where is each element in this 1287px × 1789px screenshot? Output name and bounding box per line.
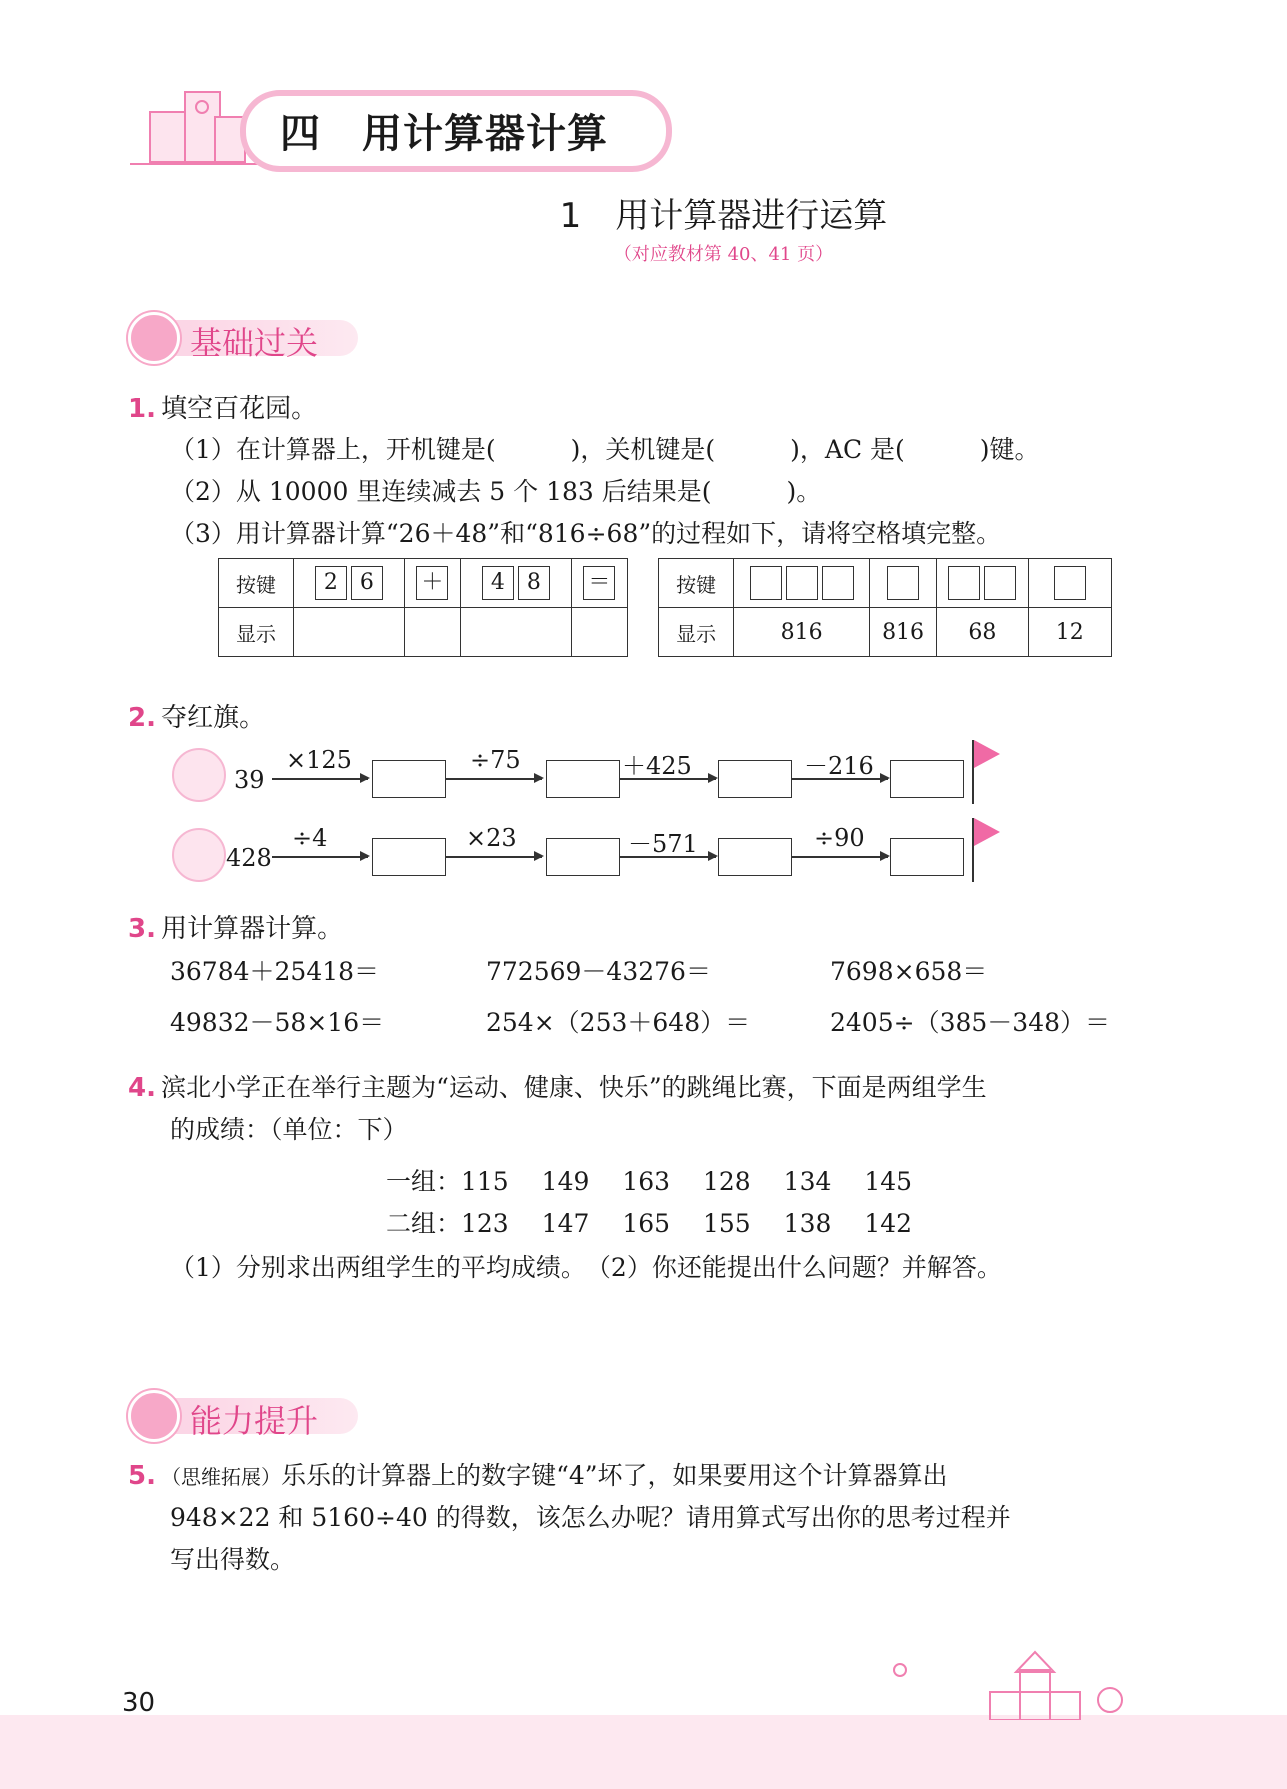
key-answer-cell	[937, 559, 1028, 608]
key-cell	[404, 559, 460, 608]
display-value: 68	[937, 608, 1028, 657]
calc-item: 7698×658＝	[830, 957, 988, 986]
arrow-icon	[792, 856, 888, 858]
key-answer-blank[interactable]	[1054, 566, 1086, 600]
red-flag-icon	[974, 818, 1000, 846]
display-answer-blank[interactable]	[571, 608, 627, 657]
key-answer-cell	[869, 559, 936, 608]
display-value: 816	[869, 608, 936, 657]
calc-item: 2405÷（385－348）＝	[830, 1008, 1111, 1037]
display-value: 12	[1028, 608, 1111, 657]
display-answer-blank[interactable]	[460, 608, 571, 657]
chain-1-op-2: ÷75	[470, 746, 521, 774]
key-6: 6	[351, 566, 383, 600]
group-2-scores: 二组：123 147 165 155 138 142	[386, 1209, 913, 1238]
key-answer-cell	[734, 559, 870, 608]
thinking-tag: （思维拓展）	[161, 1465, 282, 1489]
chain-2-op-1: ÷4	[292, 824, 328, 852]
red-flag-icon	[974, 740, 1000, 768]
mascot-icon	[128, 312, 180, 364]
calc-item: 254×（253＋648）＝	[486, 1008, 751, 1037]
section-basic-label: 基础过关	[190, 324, 319, 362]
kitten-icon	[172, 828, 226, 882]
calc-item: 36784＋25418＝	[170, 957, 380, 986]
castle-illustration-icon	[880, 1650, 1170, 1720]
answer-box[interactable]	[372, 838, 446, 876]
q4-subquestions: （1）分别求出两组学生的平均成绩。 （2）你还能提出什么问题？并解答。	[170, 1253, 1002, 1282]
answer-box[interactable]	[546, 760, 620, 798]
answer-box[interactable]	[890, 838, 964, 876]
display-answer-blank[interactable]	[404, 608, 460, 657]
question-1-heading	[128, 388, 317, 425]
question-number: 3.	[128, 914, 156, 944]
arrow-icon	[446, 778, 542, 780]
question-4	[128, 1068, 987, 1104]
section-advanced-label: 能力提升	[190, 1402, 319, 1440]
key-answer-blank[interactable]	[948, 566, 980, 600]
chapter-banner	[130, 82, 670, 172]
key-answer-blank[interactable]	[822, 566, 854, 600]
chain-1-op-1: ×125	[286, 746, 352, 774]
question-number: 5.	[128, 1461, 156, 1491]
answer-box[interactable]	[718, 760, 792, 798]
question-3-heading	[128, 908, 343, 945]
chapter-title: 四 用计算器计算	[280, 111, 608, 157]
chain-2-start: 428	[226, 844, 272, 872]
row-label-display: 显示	[659, 608, 734, 657]
q4-line-2: 的成绩：（单位：下）	[170, 1115, 408, 1144]
chain-1-start: 39	[234, 766, 265, 794]
key-table-1	[218, 558, 628, 657]
key-cell	[571, 559, 627, 608]
display-answer-blank[interactable]	[294, 608, 405, 657]
group-1-scores: 一组：115 149 163 128 134 145	[386, 1167, 913, 1196]
footer-band	[0, 1715, 1287, 1789]
question-number: 1.	[128, 394, 156, 424]
lesson-title: 1 用计算器进行运算	[559, 196, 888, 236]
key-4: 4	[482, 566, 514, 600]
key-answer-blank[interactable]	[750, 566, 782, 600]
key-answer-blank[interactable]	[786, 566, 818, 600]
calc-item: 772569－43276＝	[486, 957, 711, 986]
key-2: 2	[315, 566, 347, 600]
question-title: 用计算器计算。	[161, 914, 344, 944]
chain-2-op-3: －571	[628, 830, 698, 858]
q4-line-1: 滨北小学正在举行主题为“运动、健康、快乐”的跳绳比赛，下面是两组学生	[161, 1073, 987, 1102]
key-answer-blank[interactable]	[984, 566, 1016, 600]
row-label-keys: 按键	[219, 559, 294, 608]
chain-1-op-4: －216	[804, 752, 874, 780]
q1-line-2: （2）从 10000 里连续减去 5 个 183 后结果是( )。	[170, 477, 822, 506]
arrow-icon	[272, 778, 368, 780]
answer-box[interactable]	[718, 838, 792, 876]
answer-box[interactable]	[372, 760, 446, 798]
q5-line-2: 948×22 和 5160÷40 的得数，该怎么办呢？请用算式写出你的思考过程并	[170, 1503, 1011, 1532]
q5-line-3: 写出得数。	[170, 1545, 296, 1574]
section-advanced	[128, 1390, 388, 1440]
lesson-reference: （对应教材第 40、41 页）	[613, 244, 834, 265]
arrow-icon	[272, 856, 368, 858]
key-plus: ＋	[416, 566, 448, 600]
page-number: 30	[122, 1688, 156, 1718]
question-2-heading	[128, 697, 265, 734]
question-number: 4.	[128, 1073, 156, 1103]
question-title: 填空百花园。	[161, 394, 318, 424]
calc-item: 49832－58×16＝	[170, 1008, 385, 1037]
answer-box[interactable]	[890, 760, 964, 798]
q1-line-1: （1）在计算器上，开机键是( )，关机键是( )，AC 是( )键。	[170, 435, 1040, 464]
key-answer-cell	[1028, 559, 1111, 608]
display-value: 816	[734, 608, 870, 657]
key-equals: ＝	[583, 566, 615, 600]
key-8: 8	[518, 566, 550, 600]
chain-1-op-3: ＋425	[622, 752, 692, 780]
key-table-2	[658, 558, 1112, 657]
chain-2-op-4: ÷90	[814, 824, 865, 852]
answer-box[interactable]	[546, 838, 620, 876]
arrow-icon	[446, 856, 542, 858]
row-label-display: 显示	[219, 608, 294, 657]
key-cell	[460, 559, 571, 608]
mascot-icon	[128, 1390, 180, 1442]
question-number: 2.	[128, 703, 156, 733]
row-label-keys: 按键	[659, 559, 734, 608]
key-answer-blank[interactable]	[887, 566, 919, 600]
question-title: 夺红旗。	[161, 703, 266, 733]
key-cell	[294, 559, 405, 608]
section-basic	[128, 312, 388, 362]
question-5	[128, 1456, 948, 1492]
q5-line-1: 乐乐的计算器上的数字键“4”坏了，如果要用这个计算器算出	[281, 1461, 948, 1490]
chain-2-op-2: ×23	[466, 824, 517, 852]
puppy-icon	[172, 748, 226, 802]
q1-line-3: （3）用计算器计算“26＋48”和“816÷68”的过程如下，请将空格填完整。	[170, 519, 1002, 548]
